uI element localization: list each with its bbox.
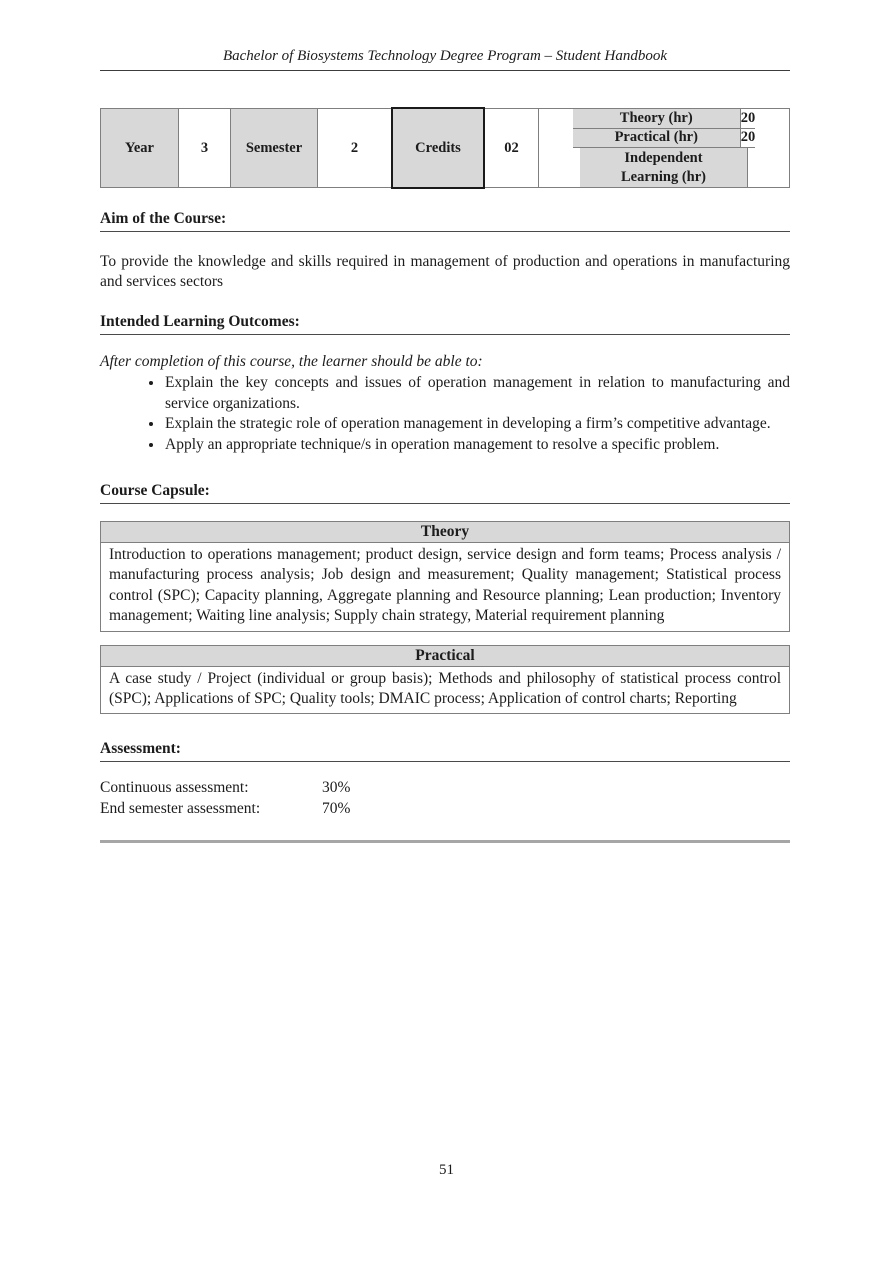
- page-number: 51: [439, 1162, 454, 1178]
- credits-label-cell: Credits: [391, 107, 485, 189]
- practical-hours-label: Practical (hr): [573, 129, 741, 148]
- outcome-item: • Apply an appropriate technique/s in operation management to resolve a specific problem.: [164, 435, 790, 456]
- semester-value-cell: 2: [318, 109, 392, 187]
- aim-text: To provide the knowledge and skills required in management of production and operations in manufacturing and services sectors: [100, 253, 790, 290]
- running-header: [100, 48, 790, 71]
- independent-learning-hours-label: Independent Learning (hr): [580, 148, 748, 187]
- running-header-title: Bachelor of Biosystems Technology Degree Program – Student Handbook: [222, 48, 668, 64]
- assessment-row-continuous: [100, 777, 790, 798]
- practical-hours-value: 20: [740, 129, 756, 146]
- hours-row-theory: [573, 109, 756, 129]
- assessment-rows: [100, 777, 790, 819]
- credits-value-cell: 02: [485, 109, 539, 187]
- hours-subtable: [539, 109, 789, 187]
- practical-capsule-table: [100, 645, 790, 715]
- theory-hours-value: 20: [740, 109, 756, 126]
- outcomes-intro: After completion of this course, the learner should be able to:: [100, 353, 483, 370]
- hours-row-practical: [573, 129, 756, 149]
- end-semester-assessment-label: End semester assessment:: [100, 800, 261, 818]
- course-info-table: [100, 108, 790, 188]
- continuous-assessment-label: Continuous assessment:: [100, 779, 249, 797]
- assessment-row-end-semester: [100, 798, 790, 819]
- assessment-heading: Assessment:: [100, 740, 790, 762]
- theory-capsule-table: [100, 521, 790, 632]
- year-value-cell: 3: [179, 109, 231, 187]
- semester-label-cell: Semester: [231, 109, 318, 187]
- course-capsule-heading: Course Capsule:: [100, 482, 790, 504]
- hours-row-independent: [580, 148, 748, 187]
- page-content: [100, 0, 790, 843]
- theory-capsule-header: Theory: [101, 522, 789, 543]
- aim-heading: Aim of the Course:: [100, 210, 790, 232]
- theory-hours-label: Theory (hr): [573, 109, 741, 128]
- practical-capsule-header: Practical: [101, 646, 789, 667]
- outcome-item: • Explain the key concepts and issues of operation management in relation to manufacturing and service organizations.: [164, 373, 790, 414]
- section-end-rule: [100, 840, 790, 843]
- continuous-assessment-value: 30%: [322, 779, 351, 797]
- end-semester-assessment-value: 70%: [322, 800, 351, 818]
- year-label-cell: Year: [101, 109, 179, 187]
- theory-capsule-body: Introduction to operations management; product design, service design and form teams; Process analysis / manufacturing process analysis; Job design and measurement; Quality management; Statistical process control (SPC); Capacity planning, Aggregate planning and Resource planning; Lean production; Inventory management; Waiting line analysis; Supply chain strategy, Material requirement planning: [109, 546, 781, 625]
- outcomes-heading: Intended Learning Outcomes:: [100, 313, 790, 335]
- practical-capsule-body: A case study / Project (individual or group basis); Methods and philosophy of statistical process control (SPC); Applications of SPC; Quality tools; DMAIC process; Application of control charts; Reporting: [109, 669, 781, 708]
- outcome-item: • Explain the strategic role of operation management in developing a firm’s competitive advantage.: [164, 414, 790, 435]
- outcomes-list: [100, 373, 790, 455]
